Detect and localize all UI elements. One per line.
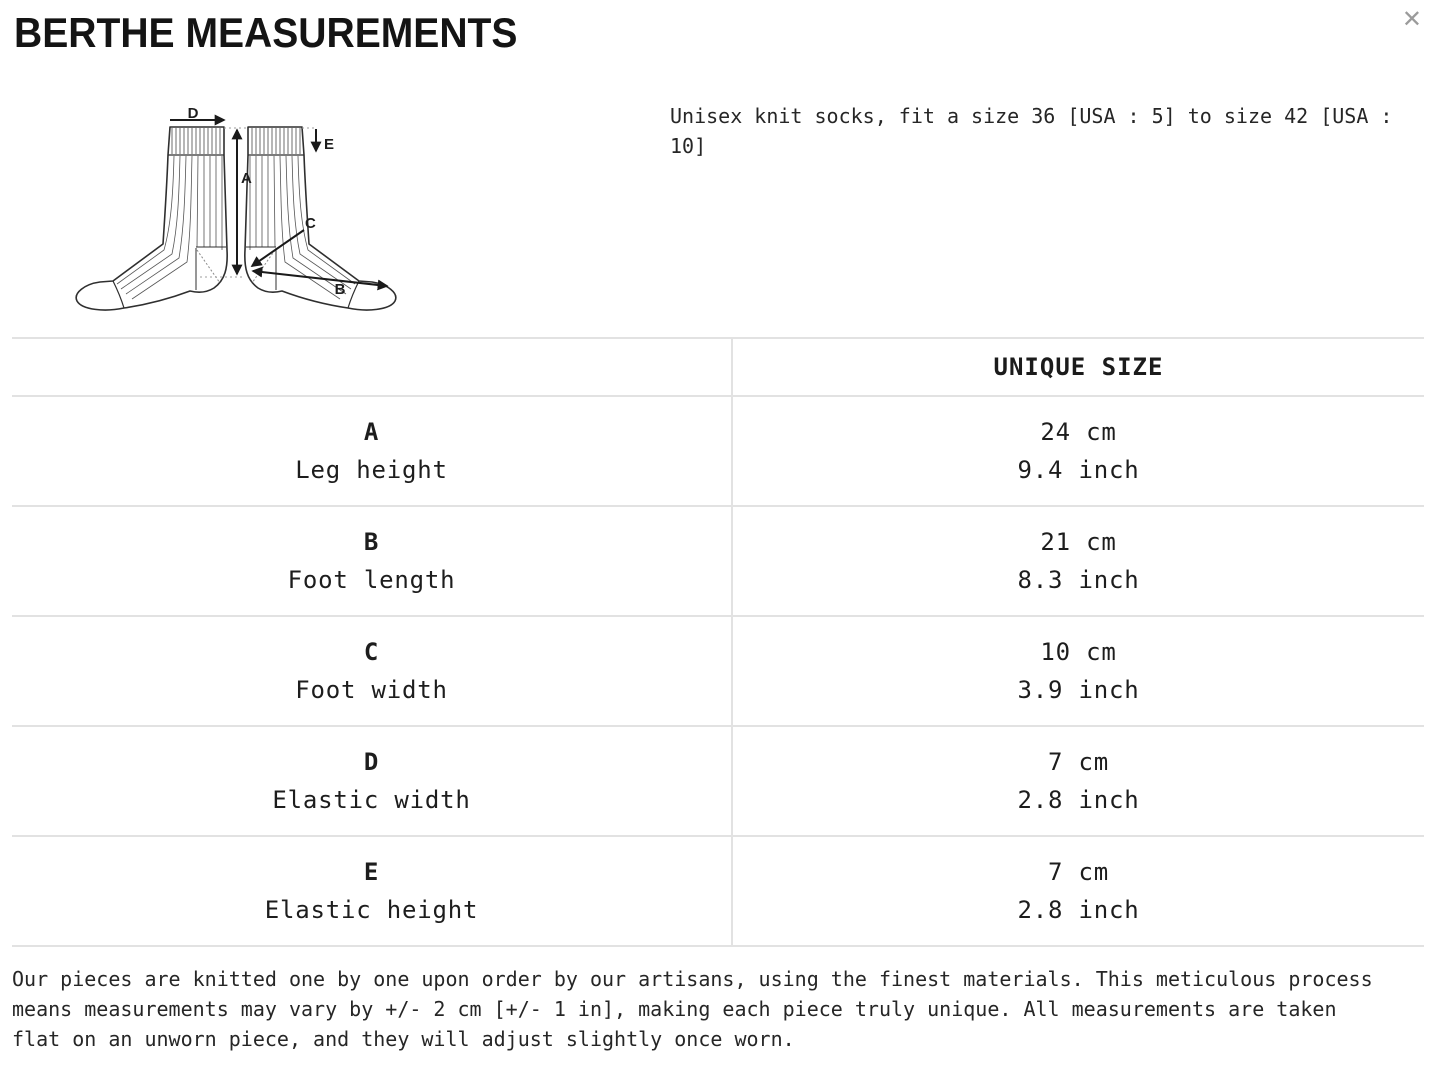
size-column-header: UNIQUE SIZE <box>732 338 1424 396</box>
table-row <box>12 616 1424 726</box>
sock-measurement-diagram <box>55 95 425 320</box>
table-header-row <box>12 338 1424 396</box>
measurement-value-cell <box>732 726 1424 836</box>
table-row <box>12 726 1424 836</box>
measurement-letter: B <box>363 528 380 556</box>
measurement-label-cell <box>12 616 732 726</box>
measurement-label-cell <box>12 726 732 836</box>
diagram-label-e: E <box>324 136 335 153</box>
value-cm: 7 cm <box>1048 858 1109 886</box>
measurement-value-cell <box>732 506 1424 616</box>
measurement-value-cell <box>732 836 1424 946</box>
table-row <box>12 836 1424 946</box>
value-inch: 3.9 inch <box>1017 676 1140 704</box>
measurement-letter: E <box>363 858 380 886</box>
measurement-letter: A <box>363 418 380 446</box>
product-description: Unisex knit socks, fit a size 36 [USA : 5] to size 42 [USA : 10] <box>670 104 1393 158</box>
value-inch: 8.3 inch <box>1017 566 1140 594</box>
measurements-table-body <box>12 396 1424 946</box>
value-inch: 2.8 inch <box>1017 896 1140 924</box>
value-cm: 10 cm <box>1040 638 1117 666</box>
measurement-label-cell <box>12 836 732 946</box>
measure-arrow-b <box>253 271 387 286</box>
value-cm: 24 cm <box>1040 418 1117 446</box>
measurement-letter: D <box>363 748 380 776</box>
table-row <box>12 396 1424 506</box>
value-inch: 2.8 inch <box>1017 786 1140 814</box>
measurement-value-cell <box>732 616 1424 726</box>
value-inch: 9.4 inch <box>1017 456 1140 484</box>
value-cm: 21 cm <box>1040 528 1117 556</box>
close-icon[interactable]: ✕ <box>1396 0 1428 38</box>
measurement-value-cell <box>732 396 1424 506</box>
footnote-text: Our pieces are knitted one by one upon order by our artisans, using the finest materials. This meticulous process means measurements may vary by +/- 2 cm [+/- 1 in], making each piece truly unique. All measurements are taken flat on an unworn piece, and they will adjust slightly once worn. <box>12 967 1373 1051</box>
page-title: BERTHE MEASUREMENTS <box>14 9 518 56</box>
measurement-name: Foot length <box>287 566 456 594</box>
measurement-name: Leg height <box>295 456 448 484</box>
value-cm: 7 cm <box>1048 748 1109 776</box>
empty-header-cell <box>12 338 732 396</box>
measurement-label-cell <box>12 506 732 616</box>
measurement-name: Elastic width <box>272 786 471 814</box>
diagram-label-b: B <box>334 281 346 298</box>
measurement-name: Elastic height <box>264 896 479 924</box>
measurements-table <box>12 337 1424 947</box>
table-row <box>12 506 1424 616</box>
measurement-name: Foot width <box>295 676 448 704</box>
measurement-label-cell <box>12 396 732 506</box>
diagram-label-d: D <box>187 105 199 122</box>
measurement-letter: C <box>363 638 380 666</box>
diagram-label-c: C <box>305 215 316 232</box>
diagram-label-a: A <box>241 170 252 187</box>
